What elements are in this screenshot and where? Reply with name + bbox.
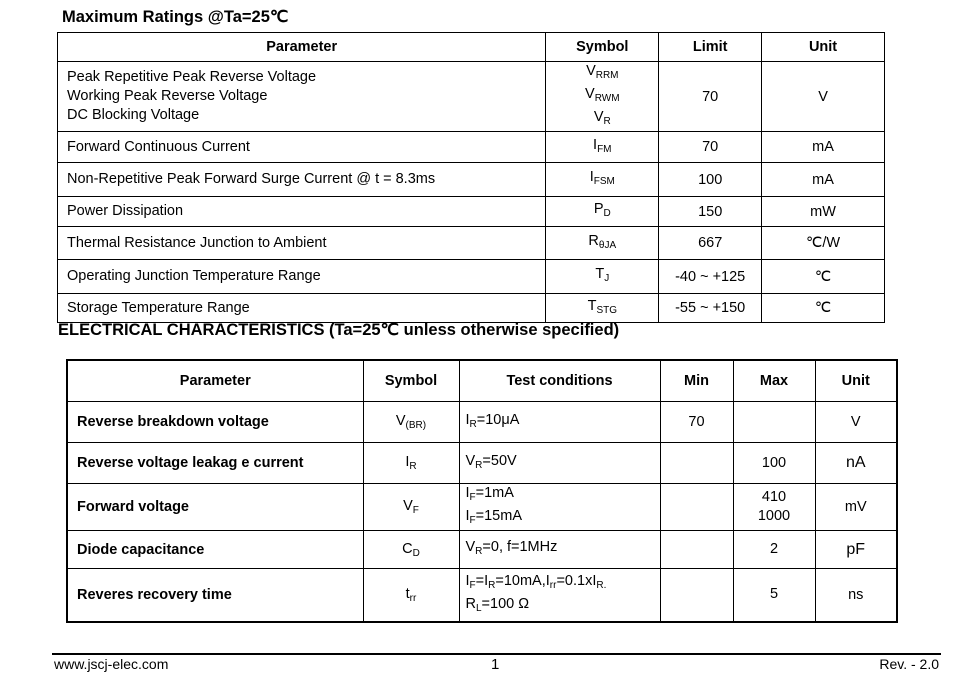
symbol-cell bbox=[546, 197, 659, 227]
electrical-title: ELECTRICAL CHARACTERISTICS (Ta=25℃ unless otherwise specified) bbox=[58, 321, 620, 339]
symbol-cell bbox=[363, 484, 459, 531]
symbol-subscript: F bbox=[412, 505, 419, 516]
limit-cell: 70 bbox=[659, 62, 762, 132]
symbol-cell bbox=[363, 443, 459, 484]
symbol-line bbox=[546, 297, 658, 320]
header-symbol: Symbol bbox=[546, 33, 659, 62]
condition-segment: $I_F$ bbox=[465, 572, 476, 591]
parameter-cell bbox=[58, 62, 546, 132]
min-cell bbox=[660, 531, 733, 569]
symbol: $P_D$ bbox=[593, 201, 611, 219]
conditions-cell bbox=[459, 569, 660, 622]
max-value: 100 bbox=[761, 454, 787, 471]
max-ratings-title: Maximum Ratings @Ta=25℃ bbox=[62, 8, 289, 26]
condition-segment: =15mA bbox=[475, 508, 522, 524]
symbol: $V_F$ bbox=[403, 498, 419, 516]
parameter-cell: Diode capacitance bbox=[67, 531, 363, 569]
footer-website: www.jscj-elec.com bbox=[54, 656, 169, 672]
parameter-cell bbox=[58, 260, 546, 294]
symbol: $t_{rr}$ bbox=[405, 585, 417, 604]
condition-segment: $V_R$ bbox=[465, 539, 483, 557]
header-limit: Limit bbox=[659, 33, 762, 62]
limit-cell: 100 bbox=[659, 163, 762, 197]
condition-line bbox=[466, 538, 660, 561]
max-value: 2 bbox=[769, 541, 779, 557]
symbol-subscript: R bbox=[475, 546, 483, 557]
condition-segment: =50V bbox=[482, 452, 517, 469]
condition-line bbox=[466, 507, 660, 530]
table-row bbox=[67, 443, 897, 484]
symbol: $T_J$ bbox=[595, 266, 610, 284]
symbol-cell bbox=[546, 294, 659, 323]
condition-segment: $I_F$ bbox=[465, 485, 476, 503]
table-row bbox=[67, 402, 897, 443]
min-cell bbox=[660, 569, 733, 622]
symbol-line bbox=[546, 200, 658, 223]
table-row bbox=[58, 62, 885, 132]
symbol-subscript: J bbox=[604, 273, 610, 284]
min-cell bbox=[660, 484, 733, 531]
symbol-subscript: L bbox=[475, 602, 482, 614]
header-test-conditions: Test conditions bbox=[459, 360, 660, 402]
table-row bbox=[58, 197, 885, 227]
symbol-subscript: STG bbox=[596, 304, 617, 316]
max-cell bbox=[733, 484, 815, 531]
parameter-cell bbox=[58, 227, 546, 260]
table-row bbox=[67, 484, 897, 531]
symbol-subscript: F bbox=[469, 579, 476, 591]
symbol-cell bbox=[546, 62, 659, 132]
limit-cell: -55 ~ +150 bbox=[659, 294, 762, 323]
footer-revision: Rev. - 2.0 bbox=[879, 656, 939, 672]
unit-cell: V bbox=[762, 62, 885, 132]
condition-line bbox=[466, 484, 660, 507]
header-parameter: Parameter bbox=[67, 360, 363, 402]
footer-page-number: 1 bbox=[491, 656, 500, 673]
max-ratings-header-row bbox=[58, 33, 885, 62]
max-value: 410 bbox=[761, 489, 787, 505]
symbol: $V_{RRM}$ bbox=[586, 63, 619, 81]
symbol-subscript: F bbox=[469, 515, 476, 526]
table-row bbox=[58, 294, 885, 323]
condition-segment: $I_R$ bbox=[465, 411, 477, 430]
parameter-text: Forward Continuous Current bbox=[67, 138, 250, 155]
unit-cell: nA bbox=[815, 443, 897, 484]
symbol: $V_{RWM}$ bbox=[585, 86, 620, 104]
symbol-cell bbox=[363, 531, 459, 569]
parameter-cell bbox=[58, 163, 546, 197]
table-row bbox=[67, 569, 897, 622]
symbol-subscript: FSM bbox=[593, 176, 615, 187]
conditions-cell bbox=[459, 443, 660, 484]
symbol-subscript: R bbox=[409, 461, 417, 472]
symbol-line bbox=[546, 62, 658, 85]
symbol-subscript: FM bbox=[597, 143, 612, 155]
symbol: $T_{STG}$ bbox=[587, 297, 617, 316]
symbol: $V_R$ bbox=[593, 109, 611, 127]
parameter-cell bbox=[58, 132, 546, 163]
unit-cell: ℃/W bbox=[762, 227, 885, 260]
unit-cell: mA bbox=[762, 163, 885, 197]
parameter-cell bbox=[58, 197, 546, 227]
unit-cell: mV bbox=[815, 484, 897, 531]
symbol-cell bbox=[546, 132, 659, 163]
unit-cell: ℃ bbox=[762, 294, 885, 323]
symbol-subscript: R bbox=[469, 418, 477, 430]
max-cell bbox=[733, 402, 815, 443]
table-row bbox=[58, 260, 885, 294]
symbol-line bbox=[546, 108, 658, 131]
parameter-cell bbox=[58, 294, 546, 323]
min-cell bbox=[660, 443, 733, 484]
condition-segment: $=I_R$ bbox=[475, 572, 496, 591]
symbol-subscript: D bbox=[603, 208, 611, 219]
symbol-cell bbox=[546, 260, 659, 294]
symbol-subscript: R bbox=[475, 459, 483, 471]
parameter-cell: Reveres recovery time bbox=[67, 569, 363, 622]
electrical-characteristics-table bbox=[66, 359, 898, 623]
symbol-line bbox=[546, 232, 658, 255]
condition-line bbox=[466, 411, 660, 434]
condition-segment: $=10mA,I_{rr}$ bbox=[495, 572, 557, 591]
unit-cell: mA bbox=[762, 132, 885, 163]
condition-segment: $I_F$ bbox=[465, 508, 476, 526]
condition-segment: =100 Ω bbox=[481, 595, 530, 612]
parameter-cell: Reverse breakdown voltage bbox=[67, 402, 363, 443]
header-parameter: Parameter bbox=[58, 33, 546, 62]
table-row bbox=[67, 531, 897, 569]
symbol-line bbox=[546, 85, 658, 108]
header-min: Min bbox=[660, 360, 733, 402]
conditions-cell bbox=[459, 402, 660, 443]
symbol-subscript: (BR) bbox=[405, 420, 427, 431]
header-unit: Unit bbox=[815, 360, 897, 402]
header-symbol: Symbol bbox=[363, 360, 459, 402]
min-cell: 70 bbox=[660, 402, 733, 443]
symbol: $V_{(BR)}$ bbox=[395, 413, 427, 431]
symbol-line bbox=[546, 265, 658, 288]
conditions-cell bbox=[459, 484, 660, 531]
symbol-subscript: rr bbox=[409, 592, 417, 604]
parameter-text: DC Blocking Voltage bbox=[67, 107, 200, 123]
unit-cell: ns bbox=[815, 569, 897, 622]
condition-segment: $=0.1xI_{R.}$ bbox=[556, 572, 607, 591]
header-unit: Unit bbox=[762, 33, 885, 62]
symbol-subscript: F bbox=[469, 492, 476, 503]
parameter-text: Power Dissipation bbox=[67, 203, 184, 219]
parameter-cell: Reverse voltage leakag e current bbox=[67, 443, 363, 484]
symbol-cell bbox=[363, 569, 459, 622]
table-row bbox=[58, 227, 885, 260]
symbol: $I_{FM}$ bbox=[593, 136, 612, 155]
unit-cell: V bbox=[815, 402, 897, 443]
condition-line bbox=[466, 572, 660, 595]
max-cell bbox=[733, 531, 815, 569]
symbol-subscript: R. bbox=[596, 579, 607, 591]
symbol-subscript: D bbox=[412, 547, 420, 559]
unit-cell: mW bbox=[762, 197, 885, 227]
table-row bbox=[58, 132, 885, 163]
symbol-subscript: RWM bbox=[594, 93, 620, 104]
symbol-subscript: RRM bbox=[595, 70, 619, 81]
max-cell bbox=[733, 443, 815, 484]
electrical-header-row bbox=[67, 360, 897, 402]
symbol-subscript: R bbox=[603, 116, 611, 127]
symbol-subscript: θJA bbox=[598, 239, 617, 251]
limit-cell: 667 bbox=[659, 227, 762, 260]
condition-segment: =0, f=1MHz bbox=[482, 539, 558, 555]
footer-divider bbox=[52, 653, 941, 655]
conditions-cell bbox=[459, 531, 660, 569]
parameter-text: Working Peak Reverse Voltage bbox=[67, 88, 268, 104]
parameter-text: Peak Repetitive Peak Reverse Voltage bbox=[67, 69, 317, 85]
condition-segment: =1mA bbox=[475, 485, 514, 501]
parameter-cell: Forward voltage bbox=[67, 484, 363, 531]
parameter-text: Operating Junction Temperature Range bbox=[67, 268, 321, 284]
max-ratings-table bbox=[57, 32, 885, 323]
max-value: 1000 bbox=[757, 508, 791, 524]
header-max: Max bbox=[733, 360, 815, 402]
parameter-text: Storage Temperature Range bbox=[67, 299, 250, 316]
symbol: $C_D$ bbox=[402, 540, 420, 559]
limit-cell: 70 bbox=[659, 132, 762, 163]
symbol-cell bbox=[363, 402, 459, 443]
parameter-text: Thermal Resistance Junction to Ambient bbox=[67, 234, 327, 251]
symbol-subscript: R bbox=[488, 579, 496, 591]
table-row bbox=[58, 163, 885, 197]
parameter-text: Non-Repetitive Peak Forward Surge Current @ t = 8.3ms bbox=[67, 171, 436, 187]
symbol-line bbox=[546, 168, 658, 191]
unit-cell: pF bbox=[815, 531, 897, 569]
max-cell bbox=[733, 569, 815, 622]
symbol: $R_{\theta JA}$ bbox=[588, 232, 617, 251]
max-value: 5 bbox=[769, 586, 779, 603]
symbol-cell bbox=[546, 227, 659, 260]
limit-cell: -40 ~ +125 bbox=[659, 260, 762, 294]
condition-segment: $V_R$ bbox=[465, 452, 483, 471]
limit-cell: 150 bbox=[659, 197, 762, 227]
condition-line bbox=[466, 452, 660, 475]
symbol: $I_{FSM}$ bbox=[589, 169, 615, 187]
condition-line bbox=[466, 595, 660, 618]
symbol-cell bbox=[546, 163, 659, 197]
condition-segment: =10μA bbox=[476, 411, 520, 428]
unit-cell: ℃ bbox=[762, 260, 885, 294]
condition-segment: $R_L$ bbox=[465, 595, 482, 614]
symbol-subscript: rr bbox=[549, 579, 557, 591]
symbol: $I_R$ bbox=[405, 454, 417, 472]
symbol-line bbox=[546, 136, 658, 159]
